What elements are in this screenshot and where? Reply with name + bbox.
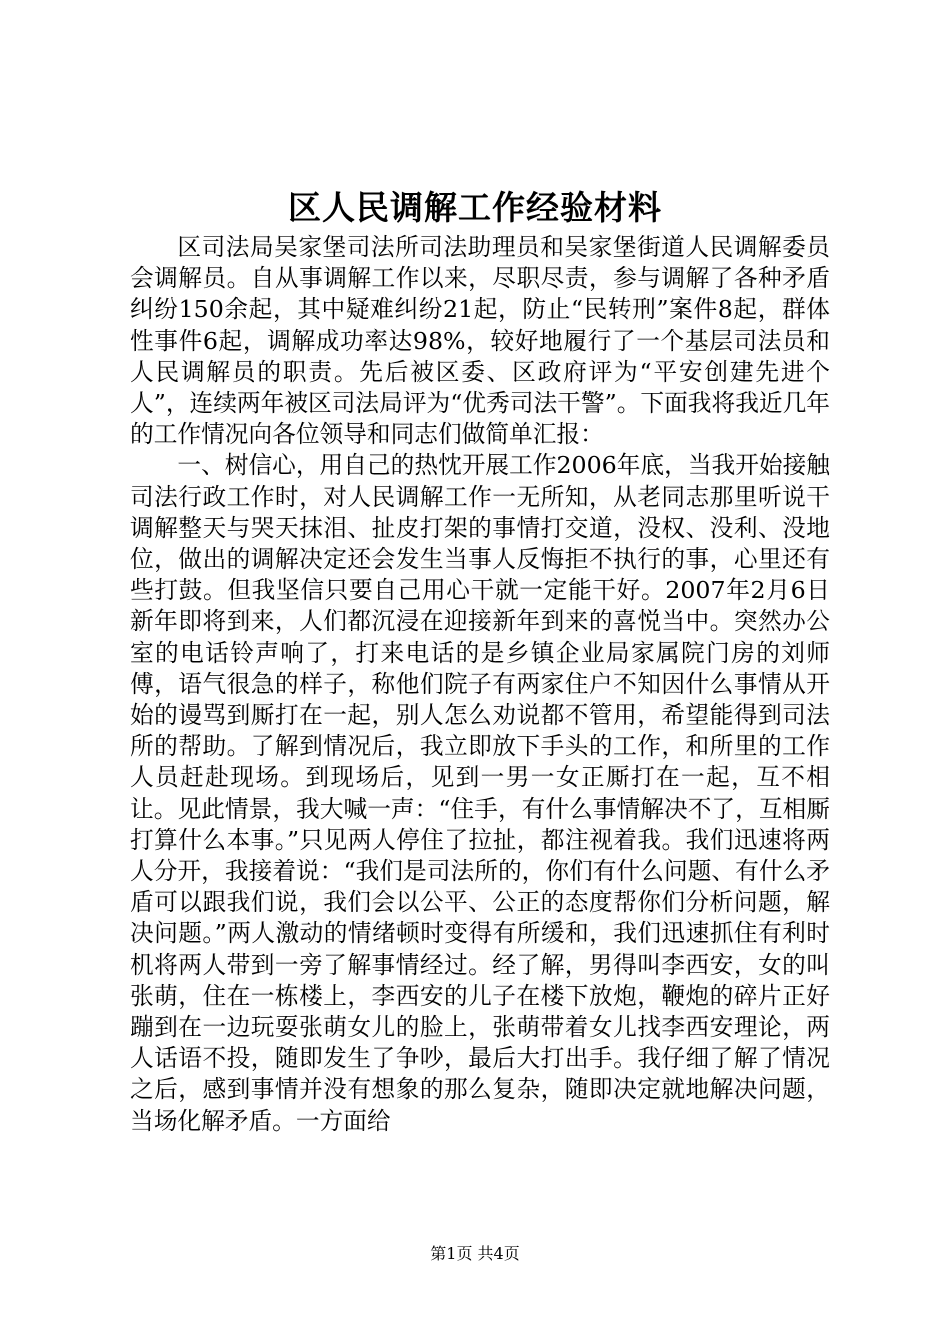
- page-footer: 第1页 共4页: [430, 1244, 520, 1263]
- paragraph-section-one: 一、树信心，用自己的热忱开展工作2006年底，当我开始接触司法行政工作时，对人民调解工作一无所知，从老同志那里听说干调解整天与哭天抹泪、扯皮打架的事情打交道，没权、没利、没地位，做出的调解决定还会发生当事人反悔拒不执行的事，心里还有些打鼓。但我坚信只要自己用心干就一定能干好。2007年2月6日新年即将到来，人们都沉浸在迎接新年到来的喜悦当中。突然办公室的电话铃声响了，打来电话的是乡镇企业局家属院门房的刘师傅，语气很急的样子，称他们院子有两家住户不知因什么事情从开始的谩骂到厮打在一起，别人怎么劝说都不管用，希望能得到司法所的帮助。了解到情况后，我立即放下手头的工作，和所里的工作人员赶赴现场。到现场后，见到一男一女正厮打在一起，互不相让。见此情景，我大喊一声：“住手，有什么事情解决不了，互相厮打算什么本事。”只见两人停住了拉扯，都注视着我。我们迅速将两人分开，我接着说：“我们是司法所的，你们有什么问题、有什么矛盾可以跟我们说，我们会以公平、公正的态度帮你们分析问题，解决问题。”两人激动的情绪顿时变得有所缓和，我们迅速抓住有利时机将两人带到一旁了解事情经过。经了解，男得叫李西安，女的叫张萌，住在一栋楼上，李西安的儿子在楼下放炮，鞭炮的碎片正好蹦到在一边玩耍张萌女儿的脸上，张萌带着女儿找李西安理论，两人话语不投，随即发生了争吵，最后大打出手。我仔细了解了情况之后，感到事情并没有想象的那么复杂，随即决定就地解决问题，当场化解矛盾。一方面给: [130, 451, 830, 1135]
- paragraph-intro: 区司法局吴家堡司法所司法助理员和吴家堡街道人民调解委员会调解员。自从事调解工作以来，尽职尽责，参与调解了各种矛盾纠纷150余起，其中疑难纠纷21起，防止“民转刑”案件8起，群体性事件6起，调解成功率达98%，较好地履行了一个基层司法员和人民调解员的职责。先后被区委、区政府评为“平安创建先进个人”，连续两年被区司法局评为“优秀司法干警”。下面我将我近几年的工作情况向各位领导和同志们做简单汇报：: [130, 233, 830, 449]
- document-body: [130, 232, 830, 1137]
- document-title: 区人民调解工作经验材料: [288, 188, 662, 227]
